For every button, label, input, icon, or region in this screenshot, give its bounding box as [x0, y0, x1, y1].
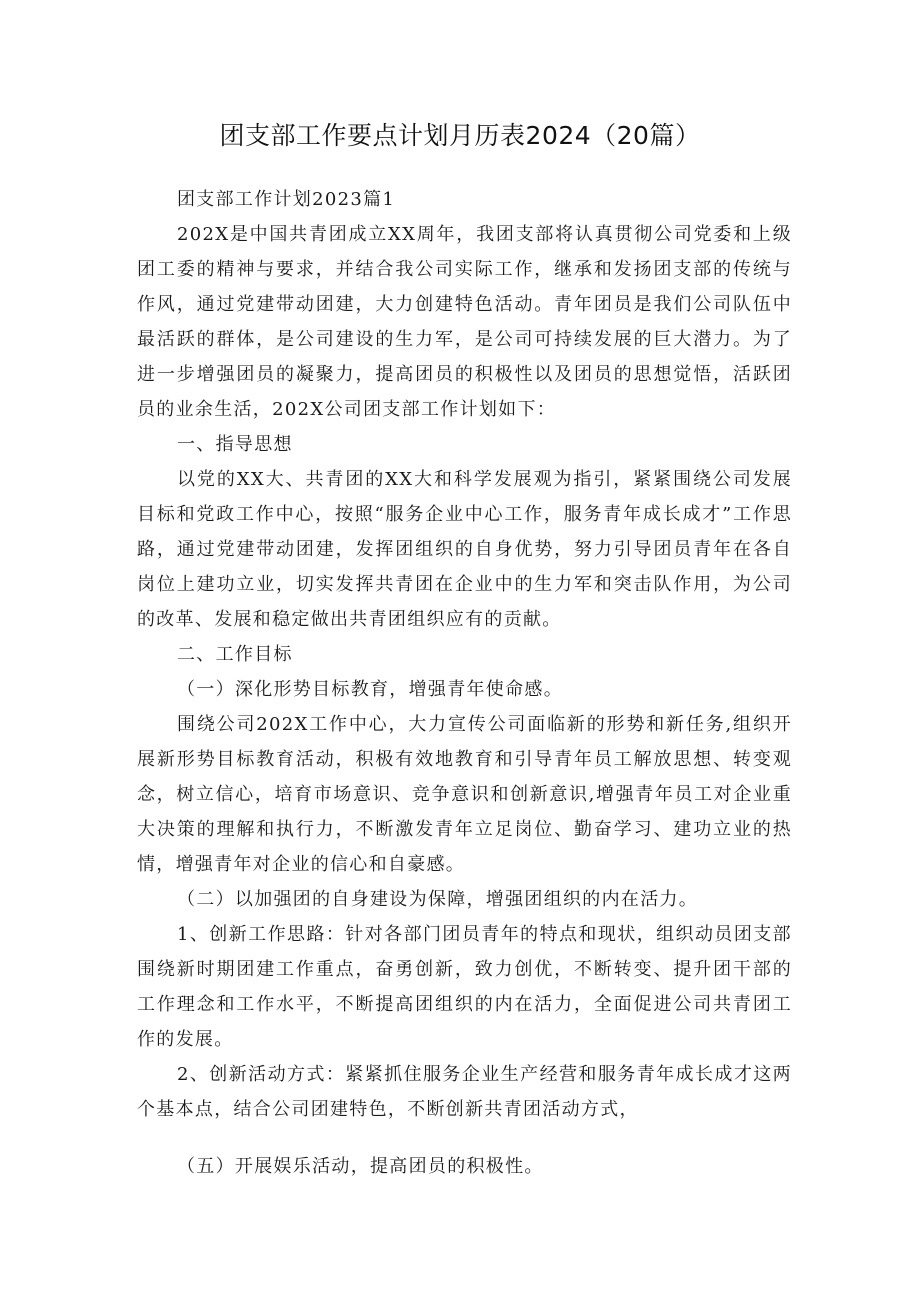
section-subtitle: 团支部工作计划2023篇1: [177, 189, 396, 210]
heading-guiding-ideology: 一、指导思想: [177, 434, 293, 455]
subheading-goal-1: （一）深化形势目标教育，增强青年使命感。: [177, 679, 563, 700]
heading-work-goals: 二、工作目标: [177, 644, 293, 665]
subheading-goal-2: （二）以加强团的自身建设为保障，增强团组织的内在活力。: [177, 889, 699, 910]
paragraph-goal-1: 围绕公司202X工作中心，大力宣传公司面临新的形势和新任务,组织开展新形势目标教育活动，积极有效地教育和引导青年员工解放思想、转变观念，树立信心，培育市场意识、竞争意识和创新意识,增强青年员工对企业重大决策的理解和执行力，不断激发青年立足岗位、勤奋学习、建功立业的热情，增强青年对企业的信心和自豪感。: [137, 714, 792, 875]
paragraph-innovate-activities: 2、创新活动方式：紧紧抓住服务企业生产经营和服务青年成长成才这两个基本点，结合公司团建特色，不断创新共青团活动方式，: [137, 1064, 792, 1120]
subheading-goal-5: （五）开展娱乐活动，提高团员的积极性。: [177, 1156, 544, 1177]
paragraph-guiding-ideology: 以党的XX大、共青团的XX大和科学发展观为指引，紧紧围绕公司发展目标和党政工作中心，按照“服务企业中心工作，服务青年成长成才”工作思路，通过党建带动团建，发挥团组织的自身优势，努力引导团员青年在各自岗位上建功立业，切实发挥共青团在企业中的生力军和突击队作用，为公司的改革、发展和稳定做出共青团组织应有的贡献。: [137, 469, 792, 630]
paragraph-intro: 202X是中国共青团成立XX周年，我团支部将认真贯彻公司党委和上级团工委的精神与要求，并结合我公司实际工作，继承和发扬团支部的传统与作风，通过党建带动团建，大力创建特色活动。青年团员是我们公司队伍中最活跃的群体，是公司建设的生力军，是公司可持续发展的巨大潜力。为了进一步增强团员的凝聚力，提高团员的积极性以及团员的思想觉悟，活跃团员的业余生活，202X公司团支部工作计划如下：: [137, 224, 792, 420]
paragraph-innovate-thinking: 1、创新工作思路：针对各部门团员青年的特点和现状，组织动员团支部围绕新时期团建工作重点，奋勇创新，致力创优，不断转变、提升团干部的工作理念和工作水平，不断提高团组织的内在活力，全面促进公司共青团工作的发展。: [137, 924, 792, 1050]
document-title: 团支部工作要点计划月历表2024（20篇）: [219, 121, 701, 150]
document-body: [137, 182, 792, 1184]
